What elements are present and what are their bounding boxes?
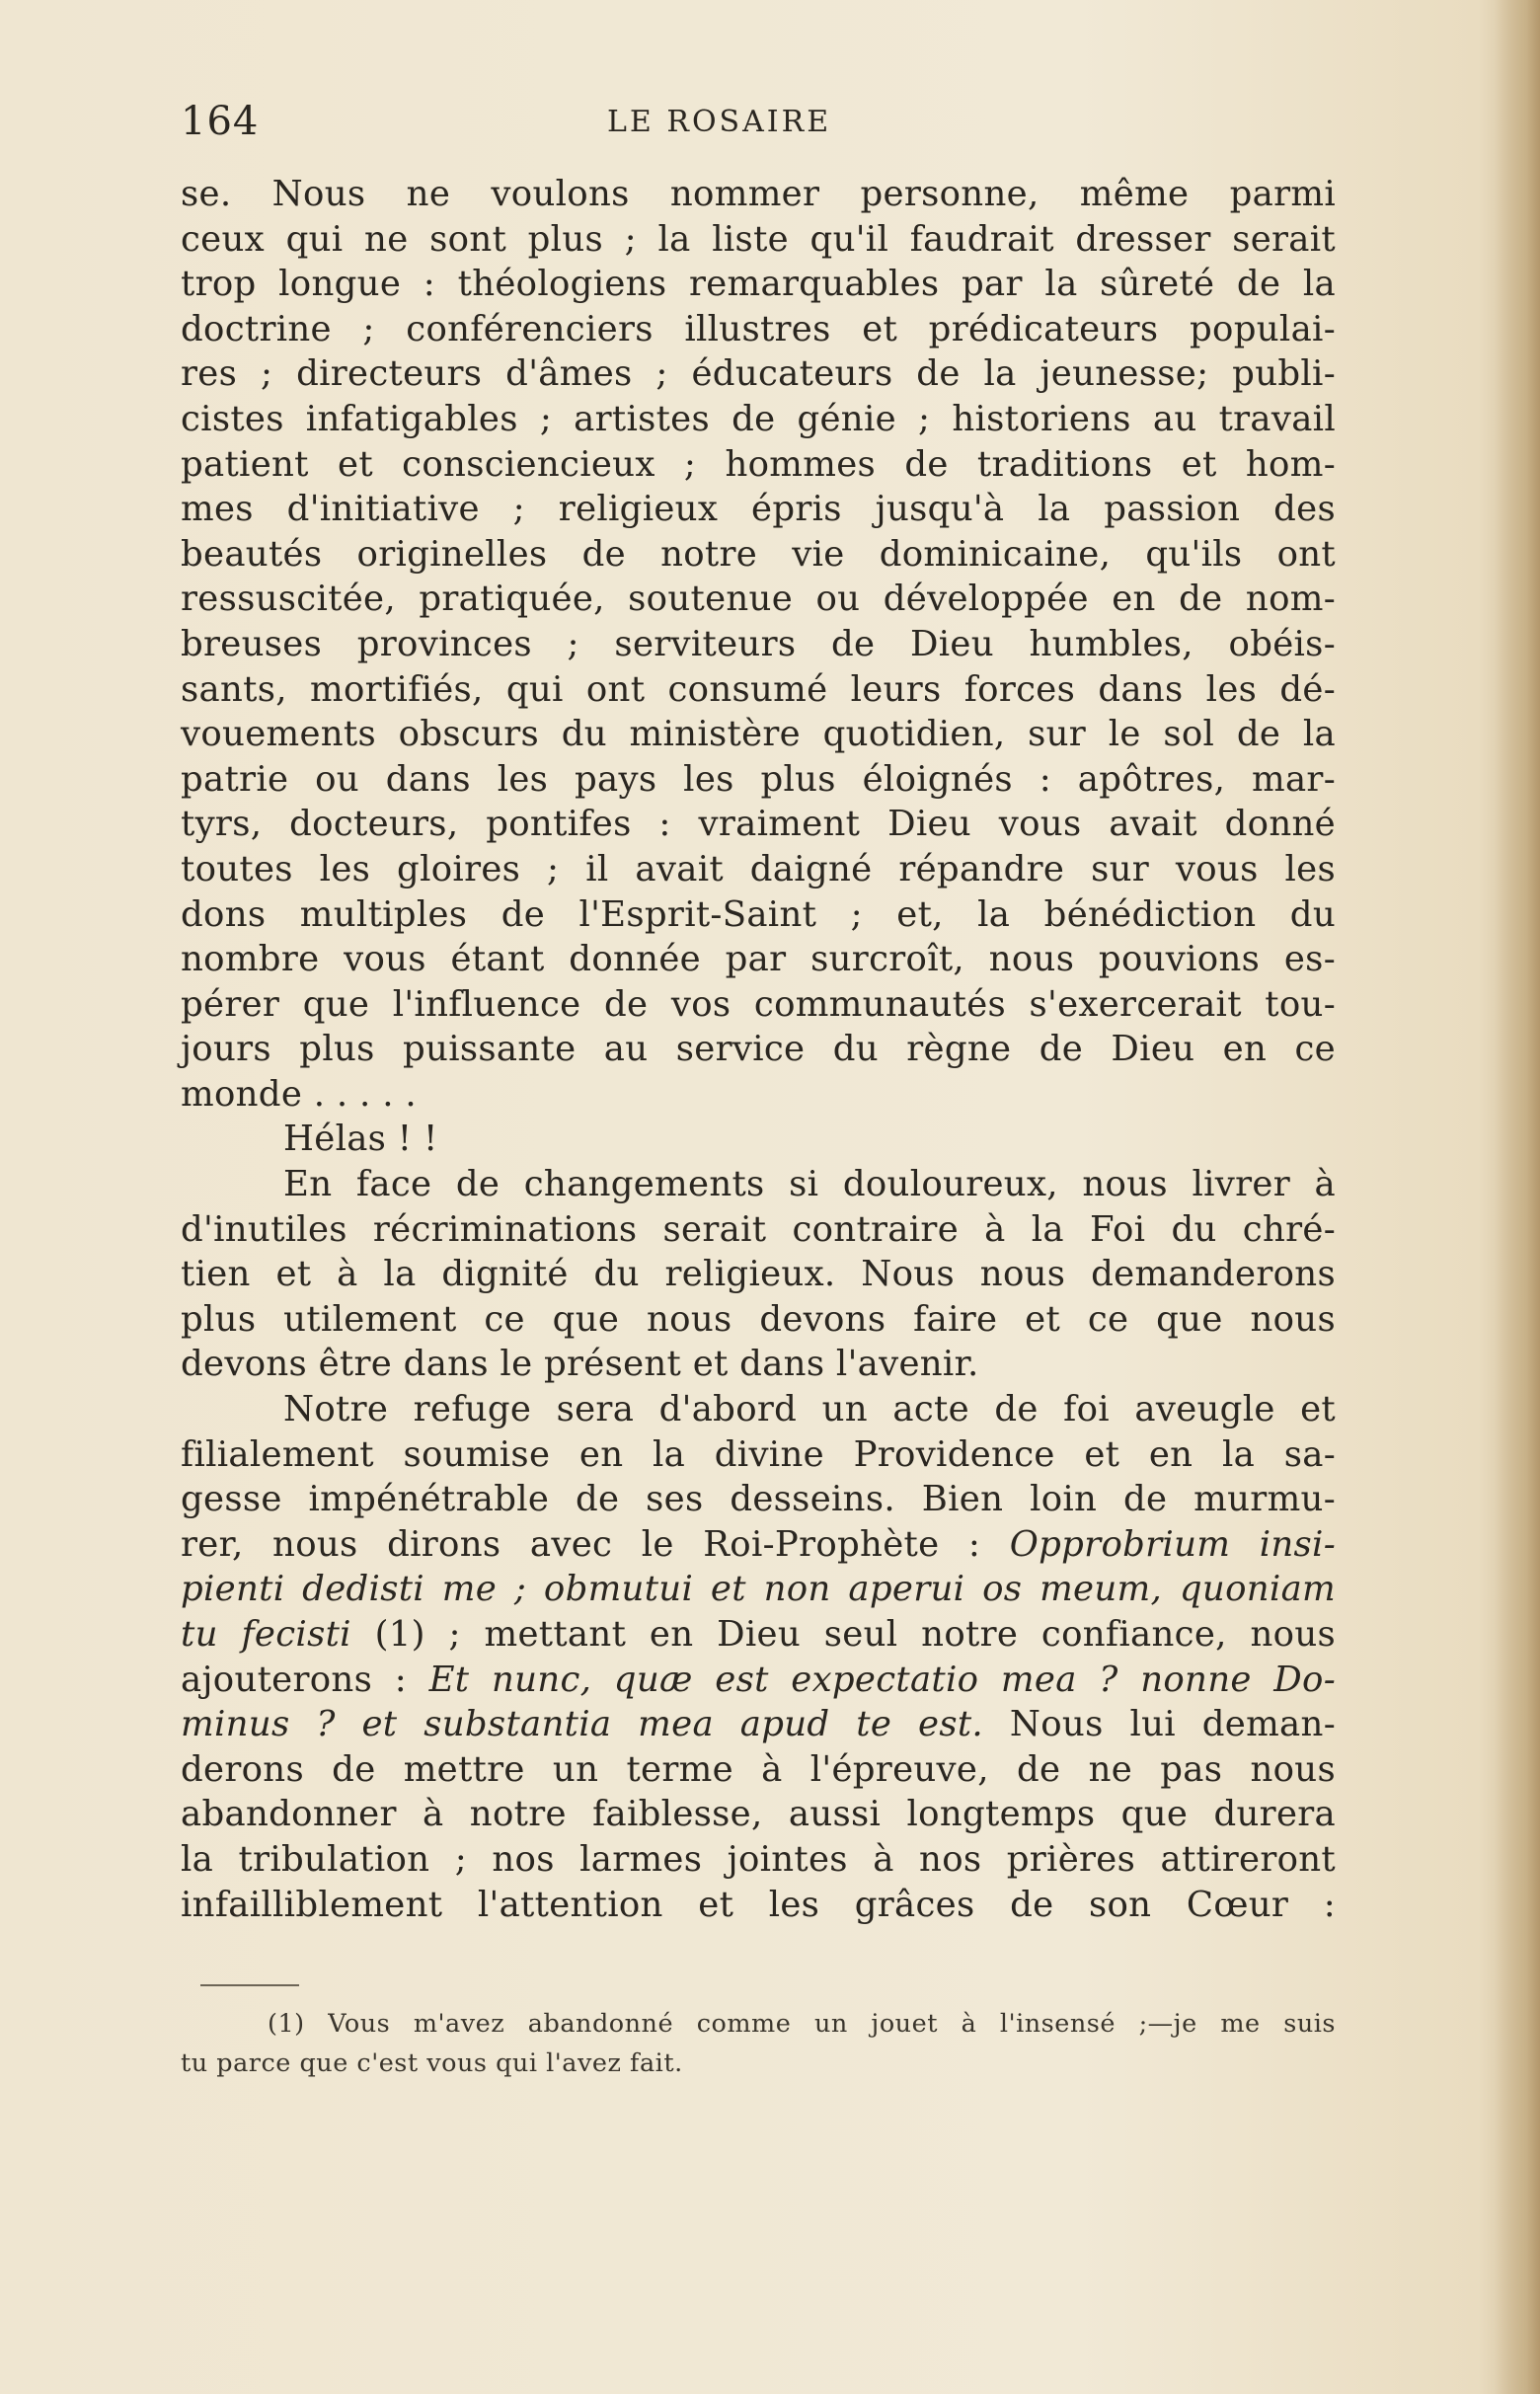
text-line: doctrine ; conférenciers illustres et prédicateurs populai- (181, 308, 1336, 349)
text-line (181, 1612, 1336, 1658)
latin-quote: Opprobrium insi- (1009, 1523, 1336, 1565)
text-line: se. Nous ne voulons nommer personne, même parmi (181, 174, 1336, 214)
text-line: ressuscitée, pratiquée, soutenue ou développée en de nom- (181, 579, 1336, 620)
latin-quote: minus ? et substantia mea apud te est. (181, 1704, 984, 1745)
text-line: pérer que l'influence de vos communautés s'exercerait tou- (181, 983, 1336, 1025)
text-line: mes d'initiative ; religieux épris jusqu'à la passion des (181, 489, 1336, 530)
text-line: cistes infatigables ; artistes de génie ; historiens au travail (181, 398, 1336, 439)
text-line: En face de changements si douloureux, nous livrer à (283, 1164, 1336, 1205)
text-line: sants, mortifiés, qui ont consumé leurs forces dans les dé- (181, 668, 1336, 710)
text-line: ceux qui ne sont plus ; la liste qu'il faudrait dresser serait (181, 218, 1336, 260)
text-line: devons être dans le présent et dans l'avenir. (181, 1344, 979, 1385)
text-line: abandonner à notre faiblesse, aussi longtemps que durera (181, 1794, 1336, 1835)
latin-quote: Et nunc, quæ est expectatio mea ? nonne Do- (428, 1659, 1336, 1700)
text-line: infailliblement l'attention et les grâces de son Cœur : (181, 1884, 1336, 1925)
running-title: LE ROSAIRE (607, 105, 832, 139)
text-line: toutes les gloires ; il avait daigné répandre sur vous les (181, 848, 1336, 889)
text-line: beautés originelles de notre vie dominicaine, qu'ils ont (181, 533, 1336, 575)
text-line: filialement soumise en la divine Providence et en la sa- (181, 1433, 1336, 1475)
body-text (181, 172, 1336, 1927)
text-line: gesse impénétrable de ses desseins. Bien loin de murmu- (181, 1479, 1336, 1520)
text-line: derons de mettre un terme à l'épreuve, de ne pas nous (181, 1748, 1336, 1790)
text-line: vouements obscurs du ministère quotidien, sur le sol de la (181, 714, 1336, 755)
text-line-roman: Nous lui deman- (983, 1704, 1336, 1745)
text-line (181, 1702, 1336, 1747)
footnote-divider (200, 1984, 299, 1986)
text-line: jours plus puissante au service du règne de Dieu en ce (181, 1029, 1336, 1070)
text-line (181, 1658, 1336, 1703)
footnote-line: (1) Vous m'avez abandonné comme un jouet à l'insensé ;—je me suis (268, 2009, 1336, 2039)
running-head (181, 99, 1336, 158)
text-line: patient et consciencieux ; hommes de traditions et hom- (181, 443, 1336, 485)
text-line: Hélas ! ! (283, 1119, 438, 1160)
latin-quote: tu fecisti (181, 1614, 351, 1655)
page-number: 164 (181, 99, 260, 144)
text-line: patrie ou dans les pays les plus éloignés : apôtres, mar- (181, 758, 1336, 800)
text-line-roman: ajouterons : (181, 1659, 429, 1700)
text-line: nombre vous étant donnée par surcroît, nous pouvions es- (181, 939, 1336, 980)
text-line: plus utilement ce que nous devons faire et ce que nous (181, 1298, 1336, 1340)
text-line-roman: (1) ; mettant en Dieu seul notre confiance, nous (350, 1614, 1336, 1655)
text-line: dons multiples de l'Esprit-Saint ; et, la bénédiction du (181, 893, 1336, 935)
text-line: trop longue : théologiens remarquables par la sûreté de la (181, 264, 1336, 305)
text-line: monde . . . . . (181, 1073, 417, 1115)
text-line: d'inutiles récriminations serait contraire à la Foi du chré- (181, 1208, 1336, 1250)
latin-quote-line: pienti dedisti me ; obmutui et non aperui os meum, quoniam (181, 1569, 1336, 1610)
text-line-roman: rer, nous dirons avec le Roi-Prophète : (181, 1523, 1010, 1565)
text-line: Notre refuge sera d'abord un acte de foi aveugle et (283, 1389, 1336, 1430)
text-line: tien et à la dignité du religieux. Nous nous demanderons (181, 1254, 1336, 1295)
text-line: breuses provinces ; serviteurs de Dieu humbles, obéis- (181, 623, 1336, 664)
footnote (181, 2004, 1336, 2083)
text-line (181, 1522, 1336, 1568)
text-line: res ; directeurs d'âmes ; éducateurs de la jeunesse; publi- (181, 353, 1336, 395)
page-edge-shadow (1495, 0, 1540, 2394)
footnote-line: tu parce que c'est vous qui l'avez fait. (181, 2048, 683, 2078)
text-line: la tribulation ; nos larmes jointes à nos prières attireront (181, 1838, 1336, 1880)
text-line: tyrs, docteurs, pontifes : vraiment Dieu vous avait donné (181, 804, 1336, 845)
